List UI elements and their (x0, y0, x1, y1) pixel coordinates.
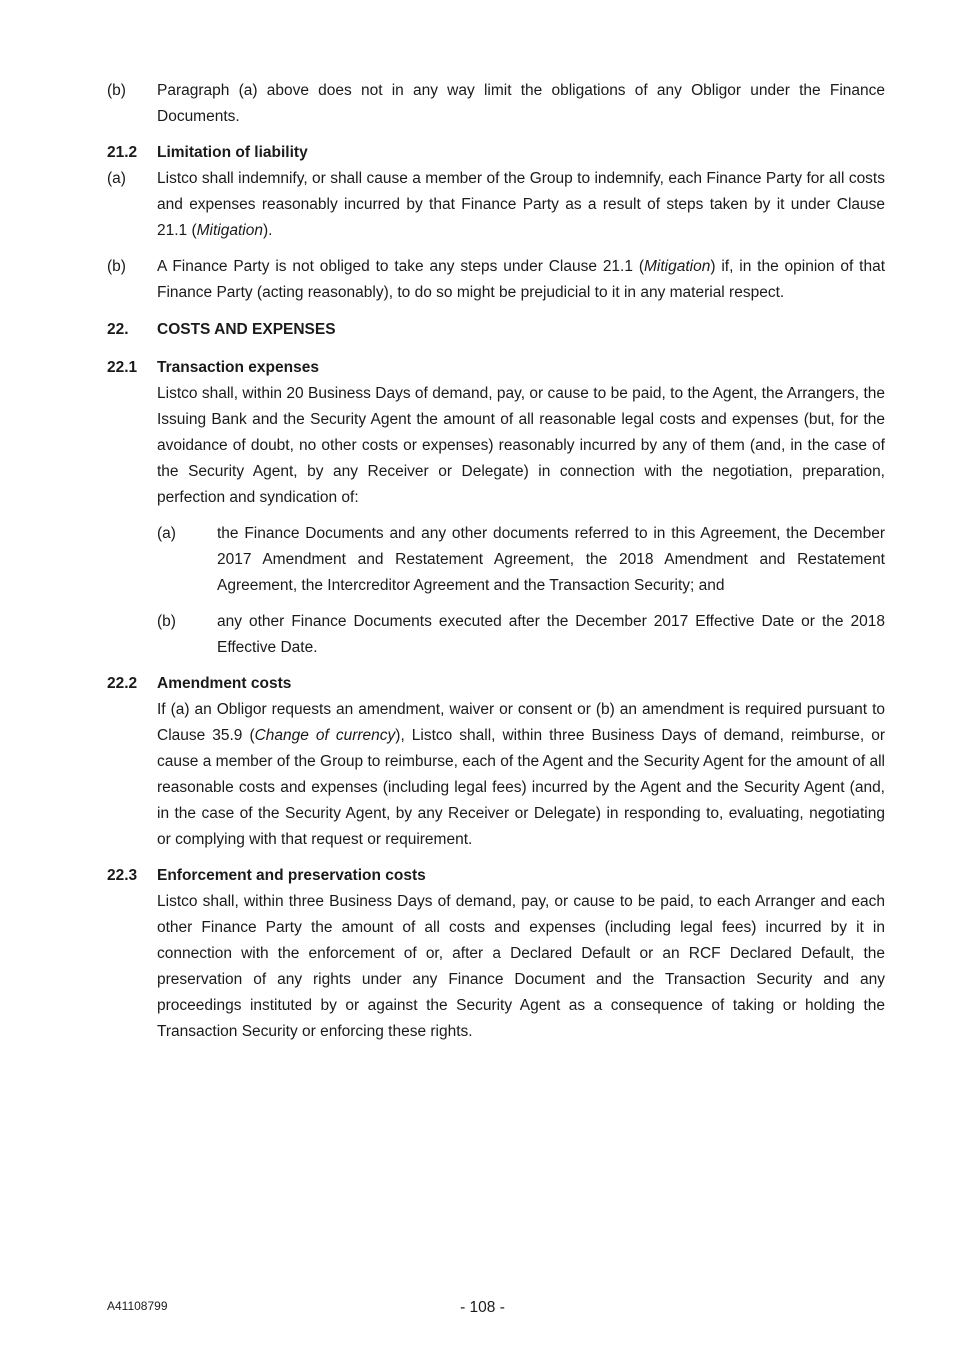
document-reference: A41108799 (107, 1299, 168, 1313)
section-number: 22.2 (107, 675, 138, 692)
text-run: ) if, in the opinion of that Finance Party (acting reasonably), to do so might be prejudicial to it in any material respect. (157, 258, 886, 301)
paragraph-label: (a) (107, 170, 126, 187)
paragraph-text: Paragraph (a) above does not in any way limit the obligations of any Obligor under the Finance Documents. (157, 82, 885, 125)
paragraph-label: (b) (157, 613, 176, 630)
text-run: ), Listco shall, within three Business Days of demand, reimburse, or cause a member of the Group to reimburse, each of the Agent and the Security Agent for the amount of all reasonable costs and expenses (including legal fees) incurred by the Agent and the Security Agent (and, in the case of the Security Agent, by any Receiver or Delegate) in responding to, evaluating, negotiating or complying with that request or requirement. (157, 727, 885, 848)
section-22-1-a (157, 521, 885, 599)
paragraph-text (157, 166, 885, 244)
section-21-2-heading (107, 140, 885, 166)
section-number: 21.2 (107, 144, 138, 161)
paragraph-label: (a) (157, 525, 176, 542)
text-run: A Finance Party is not obliged to take any steps under Clause 21.1 ( (157, 258, 644, 275)
section-title: Enforcement and preservation costs (157, 867, 426, 884)
section-number: 22.3 (107, 867, 138, 884)
text-run: If (a) an Obligor requests an amendment, waiver or consent or (b) an amendment is required pursuant to Clause 35.9 ( (157, 701, 885, 744)
section-number: 22. (107, 321, 129, 338)
page-number: - 108 - (460, 1299, 505, 1316)
section-21-2-a (107, 166, 885, 244)
italic-reference: Mitigation (644, 258, 711, 275)
paragraph-text: the Finance Documents and any other documents referred to in this Agreement, the December 2017 Amendment and Restatement Agreement, the 2018 Amendment and Restatement Agreement, the Intercreditor Agreement and the Transaction Security; and (217, 525, 885, 594)
section-title: Limitation of liability (157, 144, 308, 161)
paragraph-b-prev (107, 78, 885, 130)
section-title: Transaction expenses (157, 359, 319, 376)
section-title: COSTS AND EXPENSES (157, 321, 336, 338)
paragraph-text (157, 254, 885, 306)
section-22-3-heading (107, 863, 885, 889)
section-22-heading (107, 317, 885, 343)
text-run: Listco shall indemnify, or shall cause a member of the Group to indemnify, each Finance Party for all costs and expenses reasonably incurred by that Finance Party as a result of steps taken by it under Clause 21.1 ( (157, 170, 885, 239)
section-22-2-heading (107, 671, 885, 697)
paragraph-label: (b) (107, 82, 126, 99)
paragraph-label: (b) (107, 258, 126, 275)
italic-reference: Change of currency (254, 727, 396, 744)
section-title: Amendment costs (157, 675, 292, 692)
section-22-1-b (157, 609, 885, 661)
paragraph-text: any other Finance Documents executed after the December 2017 Effective Date or the 2018 Effective Date. (217, 613, 885, 656)
italic-reference: Mitigation (196, 222, 263, 239)
section-number: 22.1 (107, 359, 138, 376)
text-run: ). (262, 222, 273, 239)
section-22-2-body (157, 697, 885, 853)
section-22-3-body: Listco shall, within three Business Days of demand, pay, or cause to be paid, to each Arranger and each other Finance Party the amount of all costs and expenses (including legal fees) incurred by it in connection with the enforcement of or, after a Declared Default or an RCF Declared Default, the preservation of any rights under any Finance Document and the Transaction Security and any proceedings instituted by or against the Security Agent as a consequence of taking or holding the Transaction Security or enforcing these rights. (157, 893, 885, 1040)
section-21-2-b (107, 254, 885, 306)
section-22-1-body: Listco shall, within 20 Business Days of demand, pay, or cause to be paid, to the Agent, the Arrangers, the Issuing Bank and the Security Agent the amount of all reasonable legal costs and expenses (but, for the avoidance of doubt, no other costs or expenses) reasonably incurred by any of them (and, in the case of the Security Agent, by any Receiver or Delegate) in connection with the negotiation, preparation, perfection and syndication of: (157, 385, 885, 506)
section-22-1-heading (107, 355, 885, 381)
